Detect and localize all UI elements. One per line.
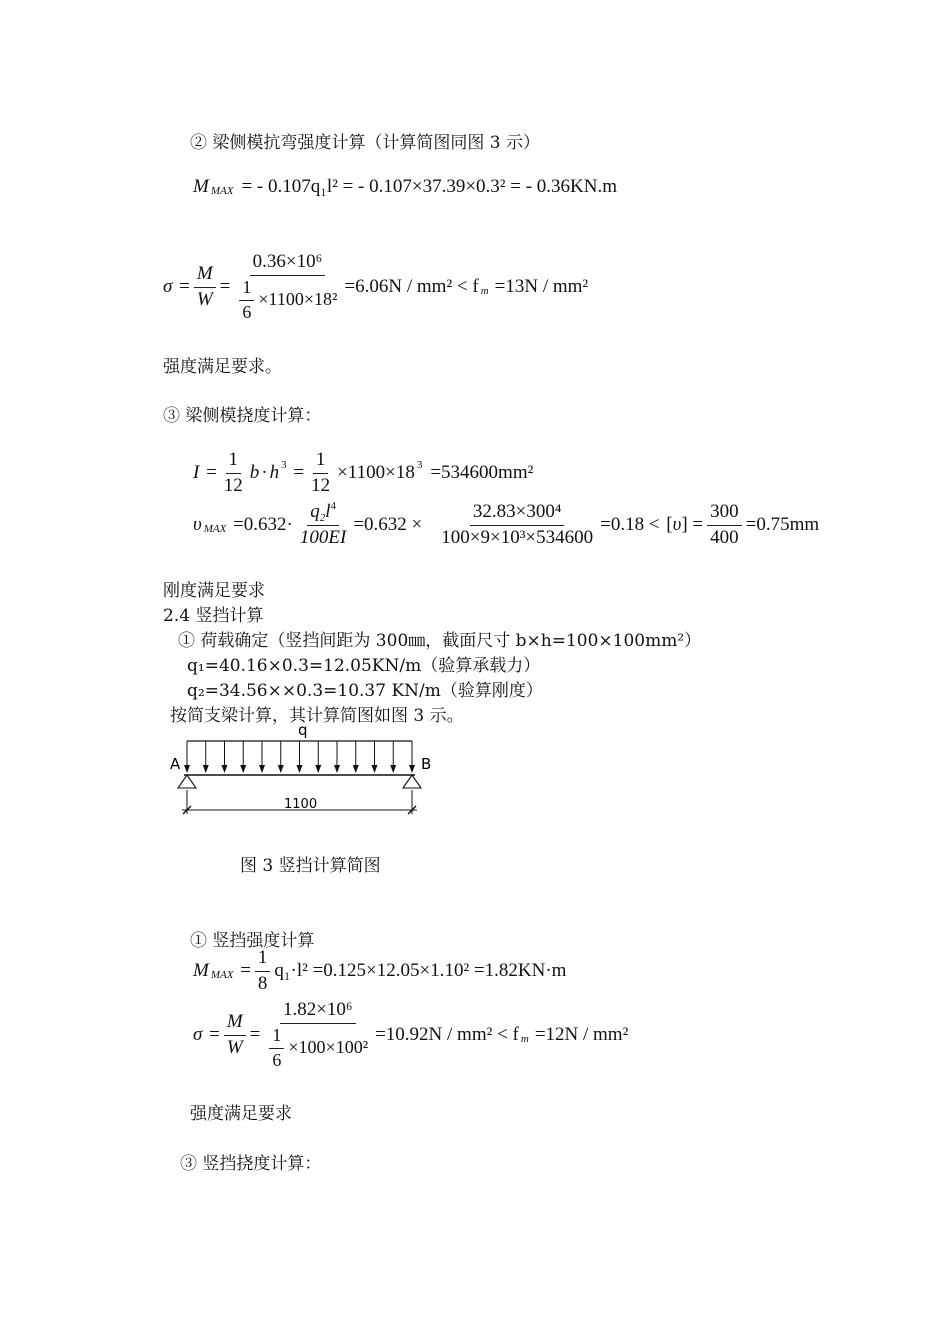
inertia-result: =534600mm² <box>430 462 534 484</box>
formula-sigma-2: σ = $\frac{M}{W}$ = 1.82×10⁶ $\frac{1}{6}$ ×100×100² =10.92N / mm² < f m =12N / mm² <box>193 999 629 1070</box>
formula-deflection: υ MAX =0.632· $\frac{q_2l^4}{100EI}$ =0.632 × $\frac{\text{32.83×300⁴}}{\text{100×9×10³×534600}}$ =0.18 < [υ] = $\frac{300}{400}$ =0.75mm <box>193 500 820 548</box>
support-a <box>178 775 196 788</box>
formula-sigma-1: σ = $\frac{M}{W}$ = 0.36×10⁶ $\frac{1}{6}$ ×1100×18² =6.06N / mm² < f m =13N / mm² <box>163 251 589 322</box>
sigma-numerator: 0.36×10⁶ <box>250 252 326 276</box>
next-section-heading: ③ 竖挡挠度计算： <box>180 1154 322 1174</box>
sigma-result: =6.06N / mm² < f <box>344 276 479 298</box>
section-heading-vertical-strength: ① 竖挡强度计算 <box>190 931 315 951</box>
sigma-2-result: =10.92N / mm² < f <box>375 1024 519 1046</box>
load-arrow-head <box>315 765 321 773</box>
load-label: q <box>298 721 308 739</box>
section-heading-bending: ② 梁侧模抗弯强度计算（计算简图同图 3 示） <box>190 133 541 153</box>
load-arrow-head <box>390 765 396 773</box>
formula-m-max-1: M MAX = - 0.107q₁l² = - 0.107×37.39×0.3² = - 0.36KN.m <box>193 176 618 197</box>
figure-caption: 图 3 竖挡计算简图 <box>240 856 381 876</box>
section-heading-vertical: 2.4 竖挡计算 <box>163 606 264 626</box>
span-label: 1100 <box>284 797 318 812</box>
load-arrow-head <box>334 765 340 773</box>
beam-diagram <box>160 716 450 822</box>
stiffness-ok: 刚度满足要求 <box>163 581 265 601</box>
load-arrow-head <box>222 765 228 773</box>
load-determination: ① 荷载确定（竖挡间距为 300㎜，截面尺寸 b×h=100×100mm²） <box>178 631 702 651</box>
load-arrow-head <box>278 765 284 773</box>
load-arrow-head <box>297 765 303 773</box>
deflection-result: =0.18 < <box>600 514 660 536</box>
q1-line: q₁=40.16×0.3=12.05KN/m（验算承载力） <box>187 656 541 676</box>
m-max-value: = - 0.107q₁l² = - 0.107×37.39×0.3² = - 0.36KN.m <box>241 176 618 197</box>
load-arrow-head <box>353 765 359 773</box>
m-max-2-value: q₁·l² =0.125×12.05×1.10² =1.82KN·m <box>274 960 567 982</box>
load-arrows <box>184 741 415 773</box>
strength-ok-1: 强度满足要求。 <box>163 357 282 377</box>
load-arrow-head <box>372 765 378 773</box>
load-arrow-head <box>184 765 190 773</box>
q2-line: q₂=34.56××0.3=10.37 KN/m（验算刚度） <box>187 681 543 701</box>
formula-m-max-2: M MAX = $\frac{1}{8}$ q₁·l² =0.125×12.05×1.10² =1.82KN·m <box>193 947 567 994</box>
formula-inertia: I = $\frac{1}{12}$ b · h 3 = $\frac{1}{12}$ ×1100×18 3 =534600mm² <box>193 449 534 496</box>
support-b <box>403 775 421 788</box>
sigma-2-allowable: =12N / mm² <box>534 1024 629 1046</box>
load-arrow-head <box>259 765 265 773</box>
method-line: 按简支梁计算，其计算简图如图 3 示。 <box>170 706 464 726</box>
load-arrow-head <box>203 765 209 773</box>
load-arrow-head <box>409 765 415 773</box>
support-a-label: A <box>170 755 181 773</box>
strength-ok-2: 强度满足要求 <box>190 1104 292 1124</box>
support-b-label: B <box>421 755 432 773</box>
load-arrow-head <box>240 765 246 773</box>
deflection-allowable: =0.75mm <box>745 514 820 536</box>
section-heading-deflection: ③ 梁侧模挠度计算： <box>163 406 322 426</box>
sigma-allowable: =13N / mm² <box>494 276 589 298</box>
